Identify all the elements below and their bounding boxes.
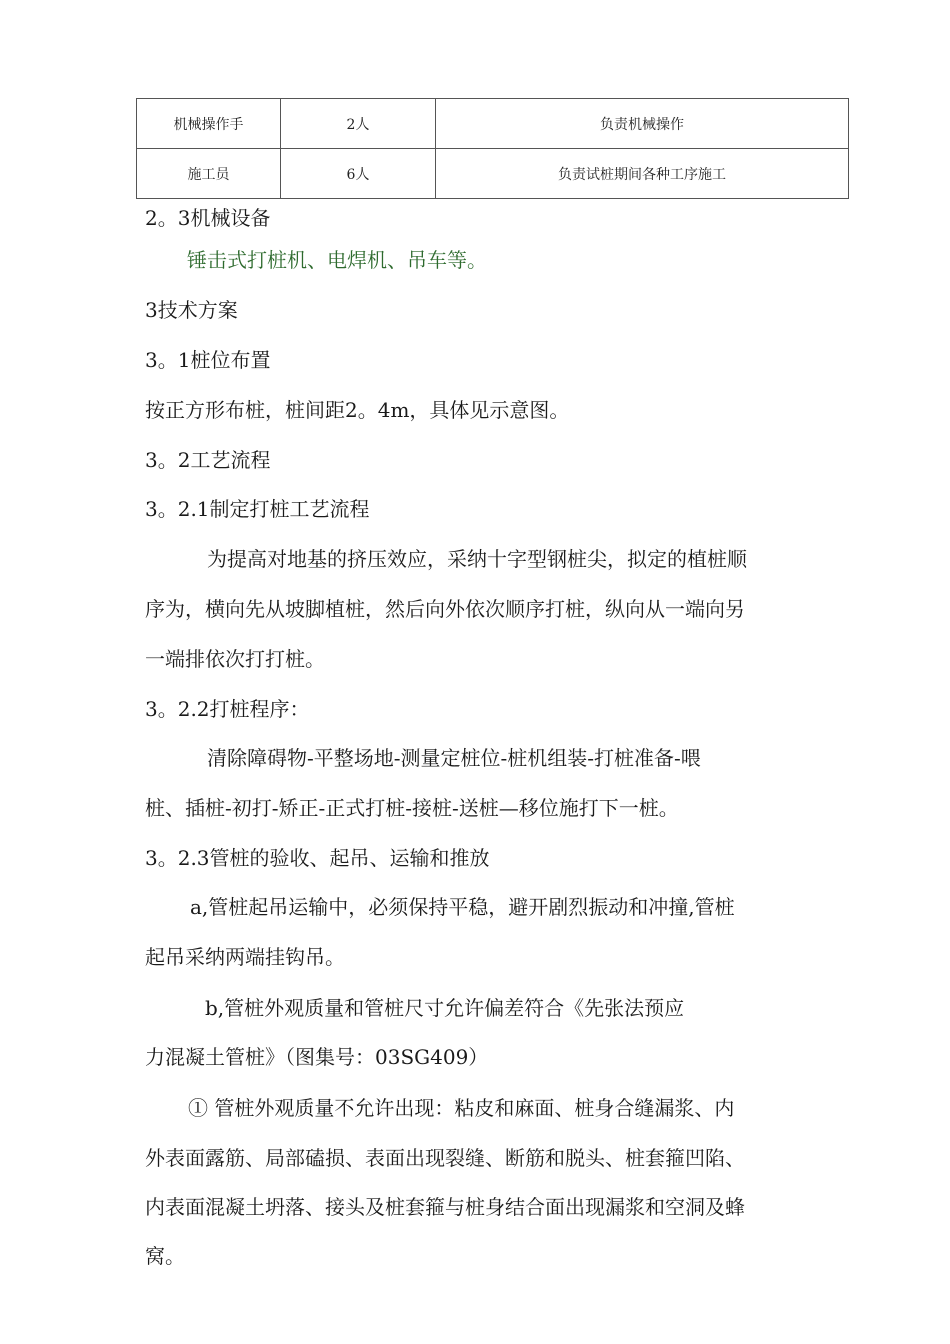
count-cell: 2人 [281,99,436,149]
table-row [137,149,849,199]
heading-2-3: 2。3机械设备 [145,206,271,230]
paragraph-line: 清除障碍物-平整场地-测量定桩位-桩机组装-打桩准备-喂 [207,746,701,770]
count-cell: 6人 [281,149,436,199]
paragraph-line: 外表面露筋、局部磕损、表面出现裂缝、断筋和脱头、桩套箍凹陷、 [145,1146,745,1170]
paragraph-line: a,管桩起吊运输中，必须保持平稳，避开剧烈振动和冲撞,管桩 [190,895,735,919]
duty-cell: 负责试桩期间各种工序施工 [436,149,849,199]
paragraph-line: 窝。 [145,1244,185,1268]
role-cell: 施工员 [137,149,281,199]
paragraph-line: b,管桩外观质量和管桩尺寸允许偏差符合《先张法预应 [205,996,685,1020]
paragraph-line: 一端排依次打打桩。 [145,647,325,671]
paragraph-line: 序为，横向先从坡脚植桩，然后向外依次顺序打桩，纵向从一端向另 [145,597,745,621]
table-row [137,99,849,149]
paragraph-3-1: 按正方形布桩，桩间距2。4m，具体见示意图。 [145,398,570,422]
equipment-list: 锤击式打桩机、电焊机、吊车等。 [187,248,487,272]
paragraph-line: 起吊采纳两端挂钩吊。 [145,945,345,969]
staffing-table [136,98,849,199]
heading-3-2: 3。2工艺流程 [145,448,271,472]
paragraph-line: 力混凝土管桩》（图集号：03SG409） [145,1045,489,1069]
heading-3-2-1: 3。2.1制定打桩工艺流程 [145,497,370,521]
role-cell: 机械操作手 [137,99,281,149]
heading-3-2-3: 3。2.3管桩的验收、起吊、运输和推放 [145,846,490,870]
paragraph-line: ① 管桩外观质量不允许出现：粘皮和麻面、桩身合缝漏浆、内 [188,1096,735,1120]
paragraph-line: 为提高对地基的挤压效应，采纳十字型钢桩尖，拟定的植桩顺 [207,547,747,571]
paragraph-line: 桩、插桩-初打-矫正-正式打桩-接桩-送桩—移位施打下一桩。 [145,796,679,820]
heading-3-2-2: 3。2.2打桩程序： [145,697,310,721]
heading-3: 3技术方案 [145,298,238,322]
duty-cell: 负责机械操作 [436,99,849,149]
paragraph-line: 内表面混凝土坍落、接头及桩套箍与桩身结合面出现漏浆和空洞及蜂 [145,1195,745,1219]
heading-3-1: 3。1桩位布置 [145,348,271,372]
